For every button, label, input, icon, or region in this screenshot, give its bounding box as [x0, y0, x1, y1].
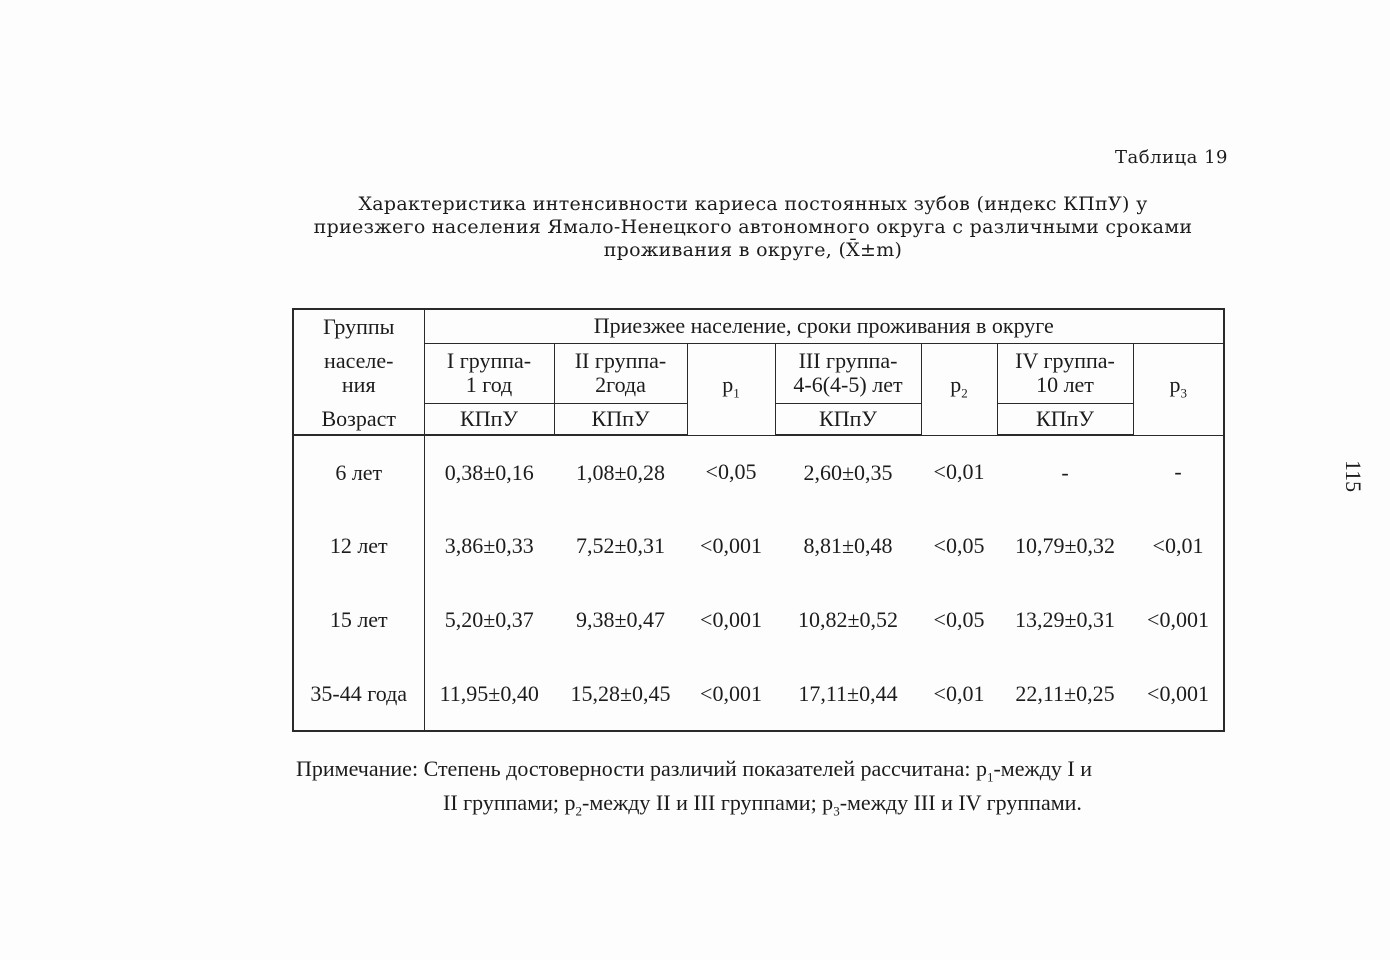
p2-value: <0,01 [933, 680, 985, 706]
header-groups-label: Группы [293, 309, 424, 343]
group-2-value: 1,08±0,28 [575, 459, 666, 485]
note-sub-1: 1 [986, 769, 994, 785]
page-number: 115 [1341, 460, 1366, 493]
group-1-value: 5,20±0,37 [444, 607, 534, 632]
header-p2: $p_2$ [921, 343, 997, 435]
p1-value: <0,001 [700, 533, 762, 558]
group-4-value: - [1061, 459, 1069, 485]
table-number-label: Таблица 19 [1115, 147, 1228, 168]
note-label: Примечание: [296, 756, 419, 781]
p2-value: <0,05 [933, 533, 985, 558]
note-continuation: II группами; $p_2$-между II и III группами; $p_3$-между III и IV группами. [443, 790, 1082, 819]
group-2-value: 15,28±0,45 [570, 680, 671, 706]
age-cell: 12 лет [293, 509, 424, 583]
header-group-1: I группа- 1 год [424, 343, 554, 403]
p3-value: <0,001 [1147, 607, 1209, 632]
group-3-value: 10,82±0,52 [797, 607, 899, 632]
group-3-value: 2,60±0,35 [803, 459, 893, 485]
header-span-title: Приезжее население, сроки проживания в округе [424, 309, 1224, 343]
group-4-value: 22,11±0,25 [1015, 680, 1115, 706]
table-row [293, 657, 1224, 731]
note-text-2: -между I и [993, 756, 1092, 781]
p1-value: <0,001 [700, 680, 762, 706]
header-p3: $p_3$ [1133, 343, 1224, 435]
header-age-label: Возраст [293, 403, 424, 435]
caption-line-3: проживания в округе, (X̄±m) [603, 239, 903, 261]
header-index-group-3: КПпУ [775, 403, 921, 435]
header-population-label: населе- ния [293, 343, 424, 403]
note-text-1: Степень достоверности различий показателей рассчитана: p [423, 756, 987, 781]
header-index-group-2: КПпУ [554, 403, 687, 435]
header-group-3: III группа- 4-6(4-5) лет [775, 343, 921, 403]
group-3-value: 8,81±0,48 [803, 533, 893, 558]
table-caption [250, 193, 1256, 262]
group-2-value: 9,38±0,47 [575, 607, 666, 632]
table-row [293, 509, 1224, 583]
group-2-value: 7,52±0,31 [575, 533, 666, 558]
p2-value: <0,01 [933, 459, 985, 485]
header-group-2: II группа- 2года [554, 343, 687, 403]
caption-line-1: Характеристика интенсивности кариеса постоянных зубов (индекс КПпУ) у [358, 193, 1148, 215]
table-row [293, 435, 1224, 509]
header-group-4: IV группа- 10 лет [997, 343, 1133, 403]
header-index-group-1: КПпУ [424, 403, 554, 435]
group-4-value: 10,79±0,32 [1014, 533, 1116, 558]
age-cell: 15 лет [293, 583, 424, 657]
p1-value: <0,05 [705, 459, 757, 485]
group-1-value: 0,38±0,16 [444, 459, 534, 485]
group-1-value: 11,95±0,40 [439, 680, 539, 706]
table-footnote [296, 756, 1236, 825]
age-cell: 6 лет [293, 435, 424, 509]
p1-value: <0,001 [700, 607, 762, 632]
table-row [293, 583, 1224, 657]
group-3-value: 17,11±0,44 [798, 680, 898, 706]
header-p1: $p_1$ [687, 343, 775, 435]
p3-value: - [1174, 459, 1182, 485]
p2-value: <0,05 [933, 607, 985, 632]
p3-value: <0,01 [1152, 533, 1204, 558]
header-index-group-4: КПпУ [997, 403, 1133, 435]
caries-index-table [292, 308, 1225, 732]
age-cell: 35-44 года [293, 657, 424, 731]
group-4-value: 13,29±0,31 [1014, 607, 1116, 632]
caption-line-2: приезжего населения Ямало-Ненецкого автономного округа с различными сроками [313, 216, 1193, 238]
p3-value: <0,001 [1147, 680, 1209, 706]
group-1-value: 3,86±0,33 [444, 533, 534, 558]
